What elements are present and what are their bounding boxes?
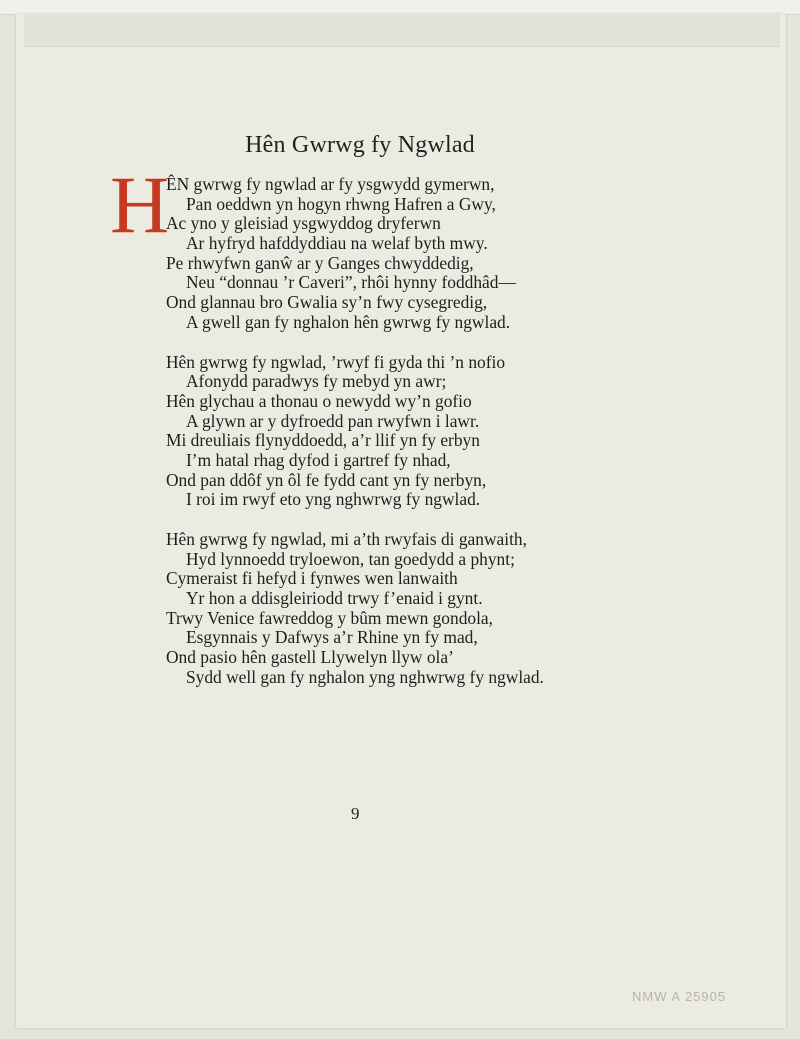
poem-line: Pe rhwyfwn ganŵ ar y Ganges chwyddedig, <box>166 252 474 273</box>
poem-line: Mi dreuliais flynyddoedd, a’r llif yn fy erbyn <box>166 430 480 451</box>
poem-line: Ond pasio hên gastell Llywelyn llyw ola’ <box>166 647 454 668</box>
poem-line: Ond pan ddôf yn ôl fe fydd cant yn fy nerbyn, <box>166 469 487 490</box>
poem-line: Neu “donnau ’r Caveri”, rhôi hynny foddhâd— <box>186 272 516 293</box>
poem-title: Hên Gwrwg fy Ngwlad <box>245 132 475 158</box>
stanza <box>166 530 766 688</box>
poem-line: Hyd lynnoedd tryloewon, tan goedydd a phynt; <box>186 548 515 569</box>
poem-line: Ar hyfryd hafddyddiau na welaf byth mwy. <box>186 233 488 254</box>
poem-line: Cymeraist fi hefyd i fynwes wen lanwaith <box>166 568 458 589</box>
poem-line: I roi im rwyf eto yng nghwrwg fy ngwlad. <box>186 489 481 510</box>
poem-line: Sydd well gan fy nghalon yng nghwrwg fy ngwlad. <box>186 666 544 687</box>
poem-line: Esgynnais y Dafwys a’r Rhine yn fy mad, <box>186 627 478 648</box>
poem-line: Afonydd paradwys fy mebyd yn awr; <box>186 371 447 392</box>
poem-body <box>166 175 766 708</box>
poem-line: Hên gwrwg fy ngwlad, mi a’th rwyfais di ganwaith, <box>166 529 527 549</box>
catalog-mark: NMW A 25905 <box>632 989 727 1004</box>
drop-cap: H <box>110 159 170 250</box>
poem-line: Hên gwrwg fy ngwlad, ’rwyf fi gyda thi ’n nofio <box>166 351 506 372</box>
stanza <box>166 175 766 333</box>
poem-line: A gwell gan fy nghalon hên gwrwg fy ngwlad. <box>186 311 511 332</box>
poem-line: Trwy Venice fawreddog y bûm mewn gondola, <box>166 607 493 628</box>
poem-line: Yr hon a ddisgleiriodd trwy f’enaid i gynt. <box>186 588 483 609</box>
poem-line: Pan oeddwn yn hogyn rhwng Hafren a Gwy, <box>186 193 496 214</box>
poem-line: ÊN gwrwg fy ngwlad ar fy ysgwydd gymerwn, <box>166 174 495 194</box>
poem-line: Hên glychau a thonau o newydd wy’n gofio <box>166 390 472 411</box>
poem-line: I’m hatal rhag dyfod i gartref fy nhad, <box>186 449 451 470</box>
top-edge-strip <box>0 0 800 15</box>
poem-line: A glywn ar y dyfroedd pan rwyfwn i lawr. <box>186 410 480 431</box>
poem-line: Ac yno y gleisiad ysgwyddog dryferwn <box>166 213 441 234</box>
page-number: 9 <box>351 804 360 823</box>
stanza <box>166 353 766 511</box>
paper-fold-band <box>24 14 780 47</box>
poem-line: Ond glannau bro Gwalia sy’n fwy cysegredig, <box>166 292 488 313</box>
